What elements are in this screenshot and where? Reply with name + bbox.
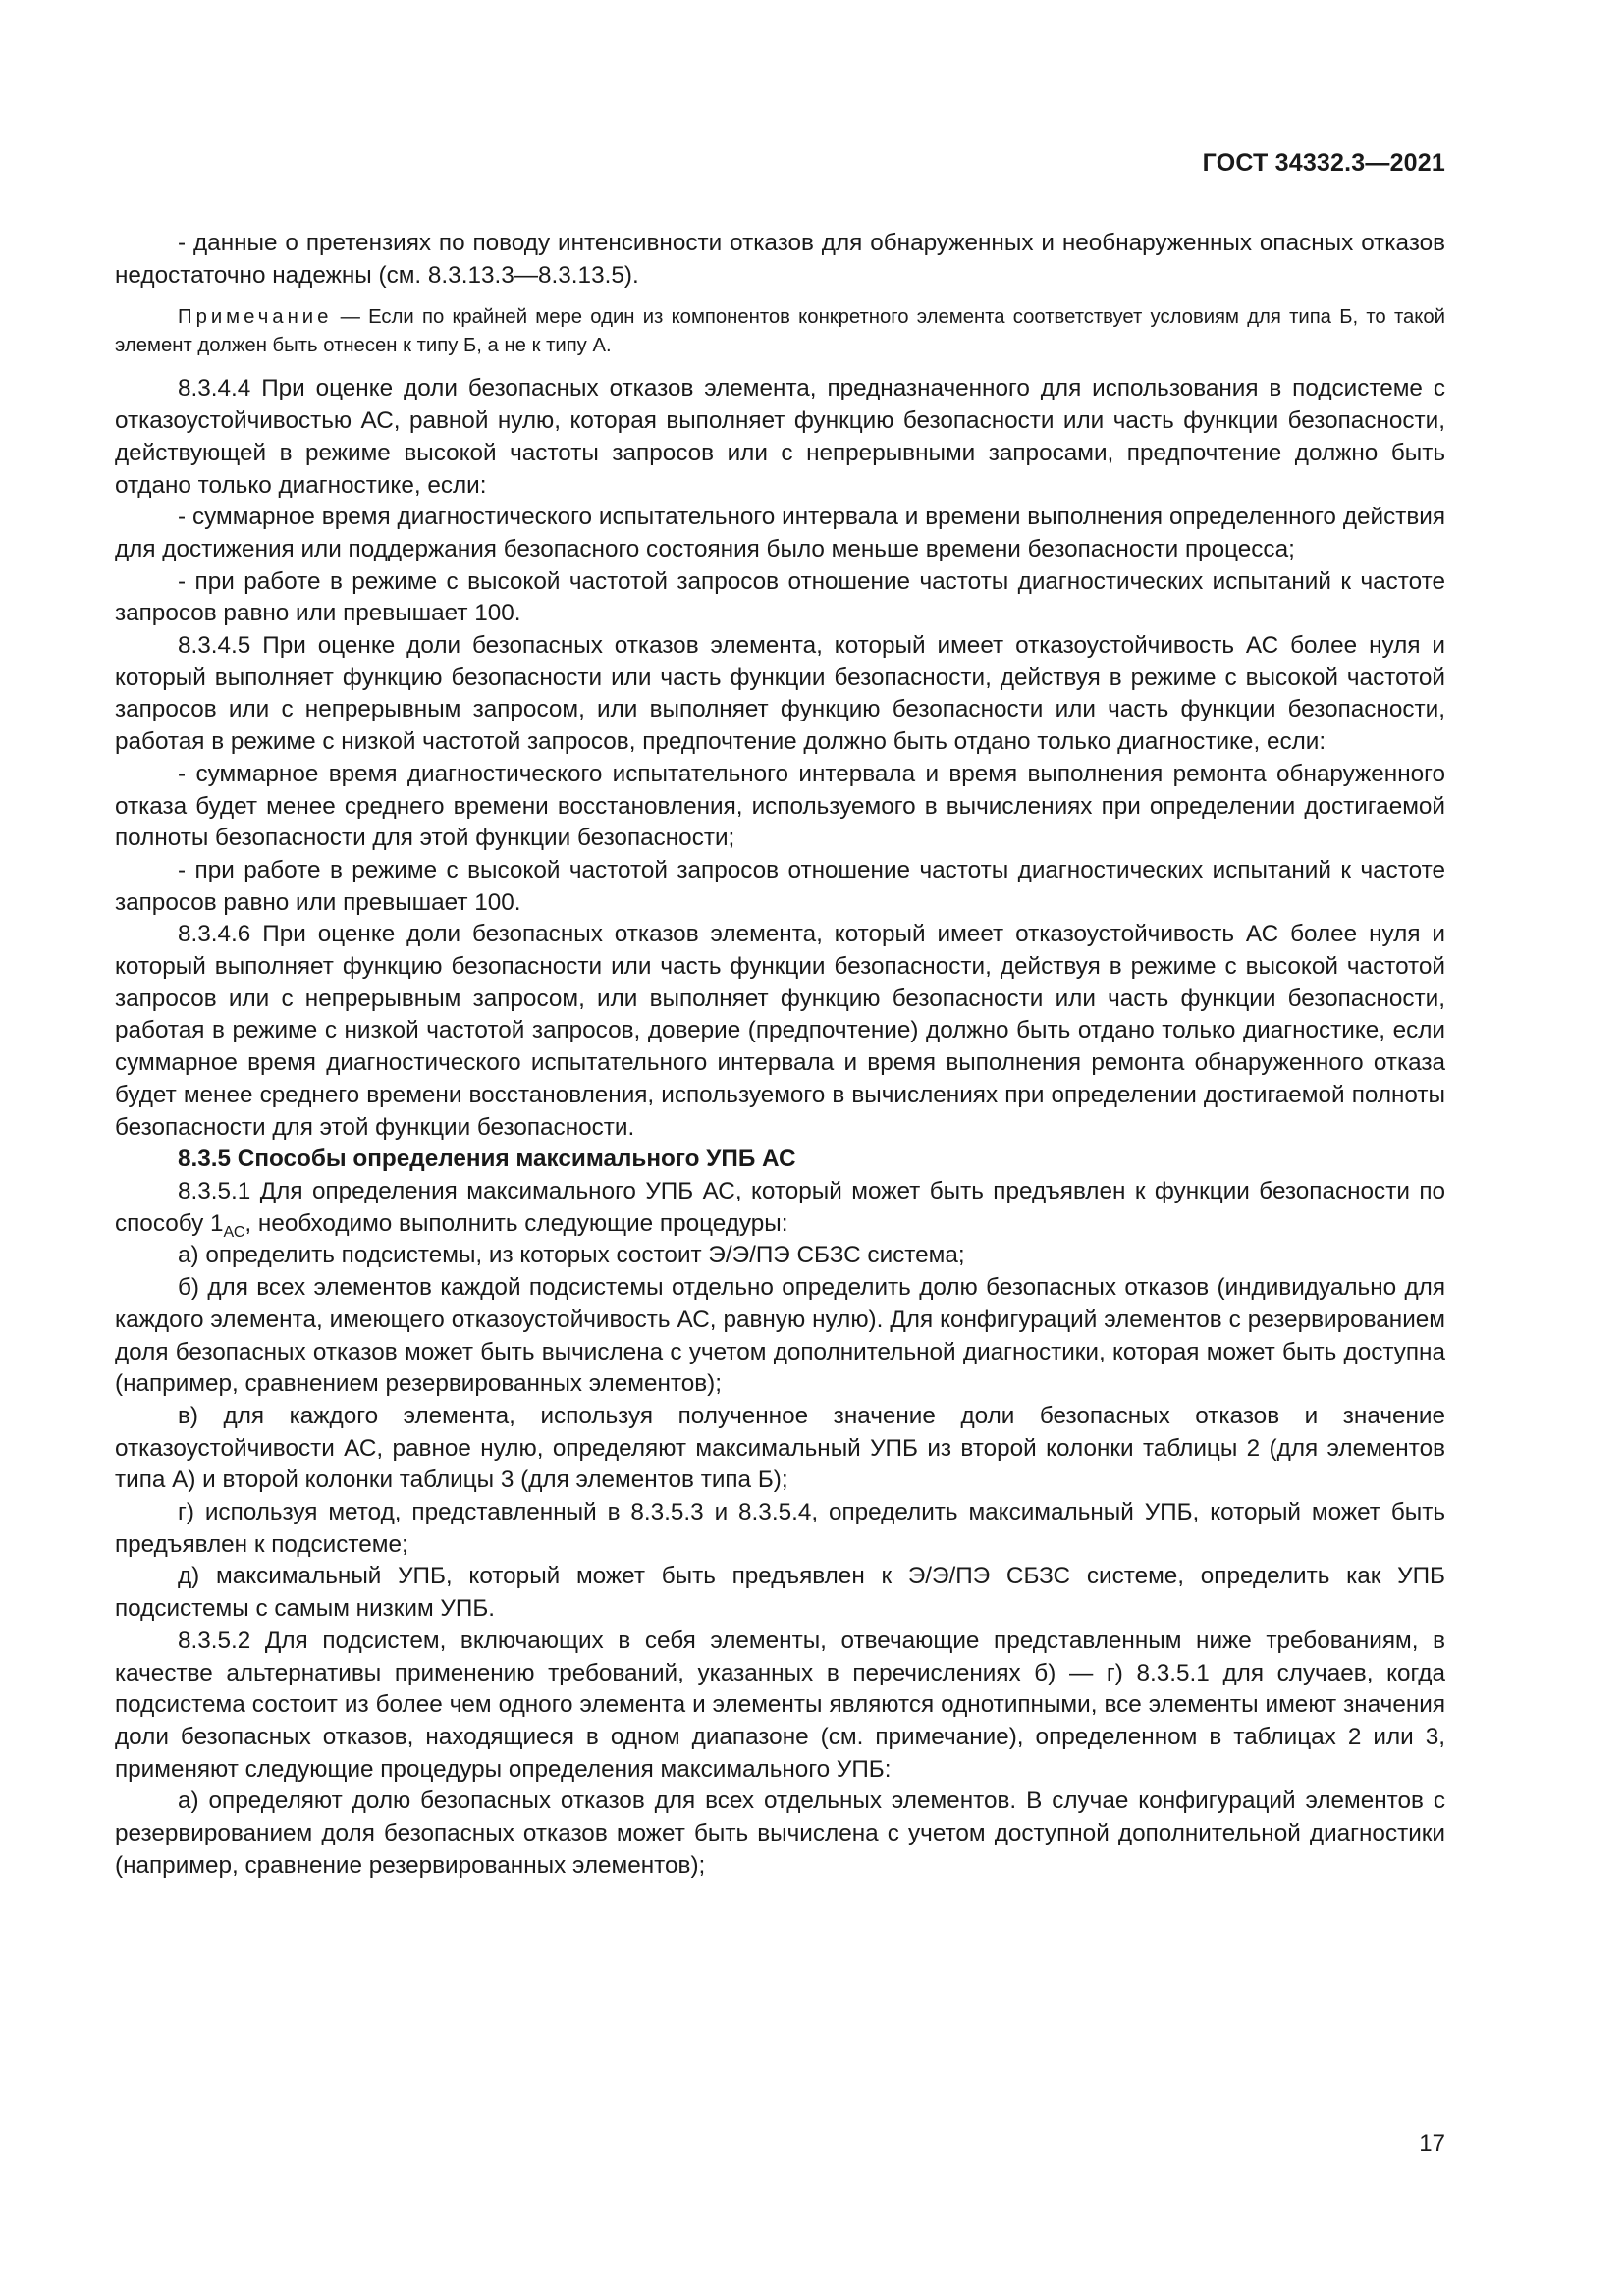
- document-body: [115, 228, 1445, 1882]
- note-label: Примечание: [178, 306, 333, 329]
- list-item: в) для каждого элемента, используя полученное значение доли безопасных отказов и значение отказоустойчивости АС, равное нулю, определяют максимальный УПБ из второй колонки таблицы 2 (для элементов типа А) и второй колонки таблицы 3 (для элементов типа Б);: [115, 1402, 1445, 1494]
- list-item: б) для всех элементов каждой подсистемы отдельно определить долю безопасных отказов (индивидуально для каждого элемента, имеющего отказоустойчивость АС, равную нулю). Для конфигураций элементов с резервированием доля безопасных отказов может быть вычислена с учетом дополнительной диагностики, которая может быть доступна (например, сравнением резервированных элементов);: [115, 1274, 1445, 1398]
- paragraph-8-3-5-1: [115, 1176, 1445, 1240]
- paragraph-claims: - данные о претензиях по поводу интенсивности отказов для обнаруженных и необнаруженных опасных отказов недостаточно надежны (см. 8.3.13.3—8.3.13.5).: [115, 230, 1445, 289]
- list-item: - суммарное время диагностического испытательного интервала и время выполнения ремонта обнаруженного отказа будет менее среднего времени восстановления, используемого в вычислениях при определении достигаемой полноты безопасности для этой функции безопасности;: [115, 760, 1445, 852]
- standard-header: ГОСТ 34332.3—2021: [1202, 149, 1445, 177]
- paragraph-8-3-5-1-text: 8.3.5.1 Для определения максимального УПБ АС, который может быть предъявлен к функции безопасности по способу 1: [115, 1177, 1445, 1237]
- list-item: д) максимальный УПБ, который может быть предъявлен к Э/Э/ПЭ СБЗС системе, определить как УПБ подсистемы с самым низким УПБ.: [115, 1563, 1445, 1623]
- list-item: г) используя метод, представленный в 8.3.5.3 и 8.3.5.4, определить максимальный УПБ, который может быть предъявлен к подсистеме;: [115, 1499, 1445, 1558]
- note-text: — Если по крайней мере один из компонентов конкретного элемента соответствует условиям для типа Б, то такой элемент должен быть отнесен к типу Б, а не к типу А.: [115, 306, 1445, 356]
- paragraph-8-3-5-2: 8.3.5.2 Для подсистем, включающих в себя элементы, отвечающие представленным ниже требованиям, в качестве альтернативы применению требований, указанных в перечислениях б) — г) 8.3.5.1 для случаев, когда подсистема состоит из более чем одного элемента и элементы являются однотипными, все элементы имеют значения доли безопасных отказов, находящиеся в одном диапазоне (см. примечание), определенном в таблицах 2 или 3, применяют следующие процедуры определения максимального УПБ:: [115, 1627, 1445, 1783]
- paragraph-8-3-4-6: 8.3.4.6 При оценке доли безопасных отказов элемента, который имеет отказоустойчивость АС более нуля и который выполняет функцию безопасности или часть функции безопасности, действуя в режиме с высокой частотой запросов или с непрерывным запросом, или выполняет функцию безопасности или часть функции безопасности, работая в режиме с низкой частотой запросов, доверие (предпочтение) должно быть отдано только диагностике, если суммарное время диагностического испытательного интервала и время выполнения ремонта обнаруженного отказа будет менее среднего времени восстановления, используемого в вычислениях при определении достигаемой полноты безопасности для этой функции безопасности.: [115, 921, 1445, 1141]
- list-item: - при работе в режиме с высокой частотой запросов отношение частоты диагностических испытаний к частоте запросов равно или превышает 100.: [115, 567, 1445, 627]
- paragraph-8-3-4-4: 8.3.4.4 При оценке доли безопасных отказов элемента, предназначенного для использования в подсистеме с отказоустойчивостью АС, равной нулю, которая выполняет функцию безопасности или часть функции безопасности, действующей в режиме высокой частоты запросов или с непрерывными запросами, предпочтение должно быть отдано только диагностике, если:: [115, 375, 1445, 499]
- list-item: а) определяют долю безопасных отказов для всех отдельных элементов. В случае конфигураций элементов с резервированием доля безопасных отказов может быть вычислена с учетом доступной дополнительной диагностики (например, сравнение резервированных элементов);: [115, 1788, 1445, 1879]
- page-number: 17: [1419, 2130, 1445, 2157]
- paragraph-8-3-4-5: 8.3.4.5 При оценке доли безопасных отказов элемента, который имеет отказоустойчивость АС более нуля и который выполняет функцию безопасности или часть функции безопасности, действуя в режиме с высокой частотой запросов или с непрерывным запросом, или выполняет функцию безопасности или часть функции безопасности, работая в режиме с низкой частотой запросов, предпочтение должно быть отдано только диагностике, если:: [115, 632, 1445, 756]
- list-item: - при работе в режиме с высокой частотой запросов отношение частоты диагностических испытаний к частоте запросов равно или превышает 100.: [115, 856, 1445, 916]
- section-heading-8-3-5: 8.3.5 Способы определения максимального УПБ АС: [178, 1146, 796, 1173]
- note: [115, 303, 1445, 359]
- subscript-ac: АС: [223, 1223, 245, 1241]
- list-item: - суммарное время диагностического испытательного интервала и времени выполнения определенного действия для достижения или поддержания безопасного состояния было меньше времени безопасности процесса;: [115, 504, 1445, 562]
- list-item: а) определить подсистемы, из которых состоит Э/Э/ПЭ СБЗС система;: [178, 1242, 965, 1269]
- paragraph-8-3-5-1-tail: , необходимо выполнить следующие процедуры:: [244, 1209, 788, 1237]
